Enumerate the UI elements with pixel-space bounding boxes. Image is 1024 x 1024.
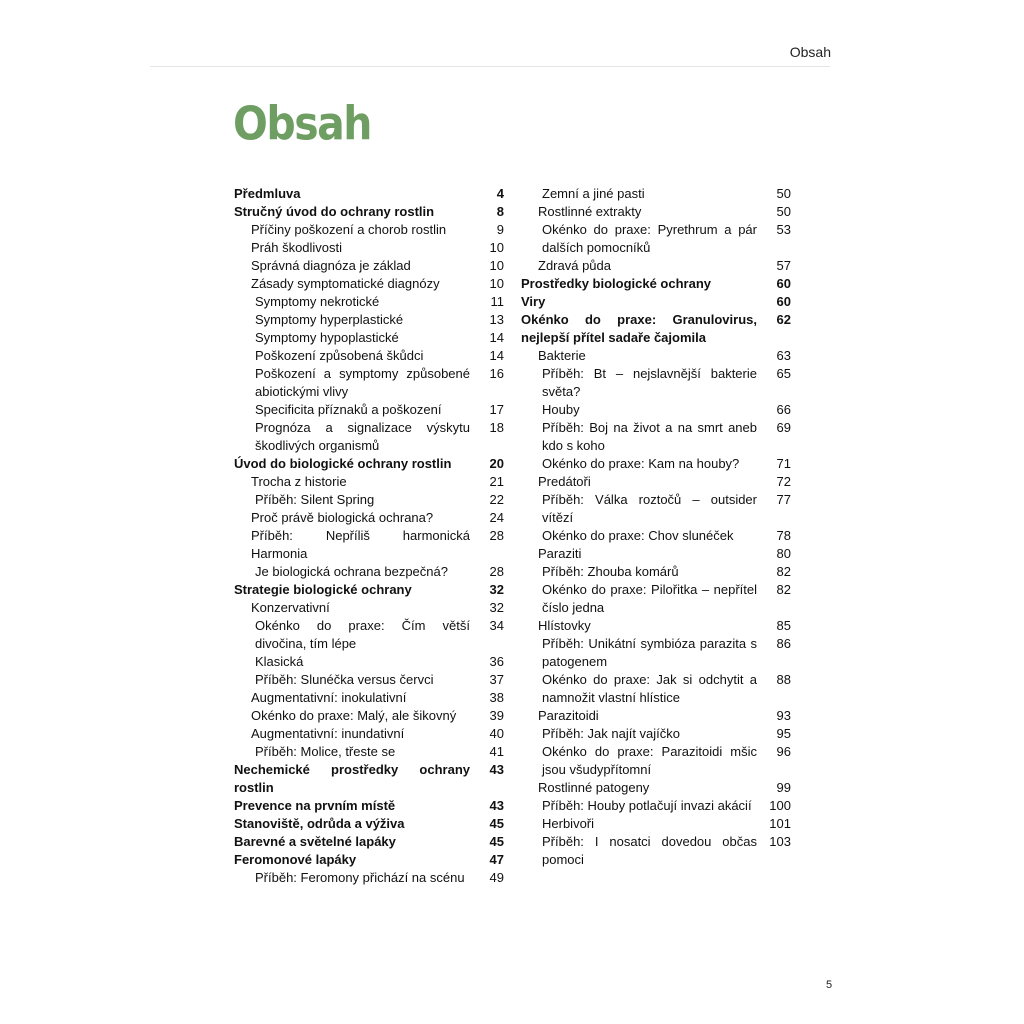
toc-entry-title: Viry <box>521 294 546 309</box>
toc-entry-title: Poškození způsobená škůdci <box>255 348 424 363</box>
toc-entry-page: 22 <box>489 492 504 507</box>
toc-entry-title: Poškození a symptomy způsobené abiotickými vlivy <box>255 366 470 399</box>
toc-entry <box>521 293 791 311</box>
toc-entry-page: 101 <box>769 816 791 831</box>
toc-entry <box>521 347 791 365</box>
toc-entry-title: Houby <box>542 402 580 417</box>
toc-entry-title: Prevence na prvním místě <box>234 798 396 813</box>
toc-entry-page: 21 <box>489 474 504 489</box>
toc-entry-title: Symptomy nekrotické <box>255 294 380 309</box>
toc-entry-title: Trocha z historie <box>251 474 347 489</box>
toc-entry-page: 28 <box>489 564 504 579</box>
toc-entry-title: Specificita příznaků a poškození <box>255 402 442 417</box>
toc-entry-page: 32 <box>489 600 504 615</box>
toc-entry <box>521 581 791 617</box>
toc-entry-page: 71 <box>776 456 791 471</box>
toc-entry-title: Klasická <box>255 654 304 669</box>
toc-entry <box>234 419 504 455</box>
toc-entry <box>521 635 791 671</box>
toc-entry-page: 57 <box>776 258 791 273</box>
toc-entry <box>234 455 504 473</box>
toc-entry-page: 100 <box>769 798 791 813</box>
toc-entry <box>234 347 504 365</box>
toc-entry <box>234 185 504 203</box>
page-title: Obsah <box>233 97 371 151</box>
toc-entry <box>234 851 504 869</box>
toc-entry-page: 66 <box>776 402 791 417</box>
toc-entry <box>234 743 504 761</box>
toc-entry-title: Správná diagnóza je základ <box>251 258 411 273</box>
toc-entry-page: 45 <box>489 834 504 849</box>
toc-entry-page: 93 <box>776 708 791 723</box>
toc-entry-title: Stanoviště, odrůda a výživa <box>234 816 405 831</box>
toc-entry-title: Paraziti <box>538 546 582 561</box>
toc-entry-title: Příčiny poškození a chorob rostlin <box>251 222 447 237</box>
toc-entry <box>521 401 791 419</box>
toc-entry-title: Stručný úvod do ochrany rostlin <box>234 204 435 219</box>
toc-entry-title: Augmentativní: inundativní <box>251 726 405 741</box>
toc-right-column <box>521 185 791 869</box>
toc-entry <box>234 599 504 617</box>
toc-entry <box>234 725 504 743</box>
toc-entry-title: Příběh: Bt – nejslavnější bakterie světa? <box>542 366 757 399</box>
toc-entry-page: 50 <box>776 204 791 219</box>
toc-entry-page: 103 <box>769 834 791 849</box>
toc-entry-title: Zemní a jiné pasti <box>542 186 645 201</box>
toc-entry-page: 63 <box>776 348 791 363</box>
toc-entry-title: Strategie biologické ochrany <box>234 582 412 597</box>
toc-entry-title: Okénko do praxe: Kam na houby? <box>542 456 740 471</box>
toc-entry-page: 62 <box>776 312 791 327</box>
toc-entry-title: Okénko do praxe: Parazitoidi mšic jsou všudypřítomní <box>542 744 757 777</box>
toc-entry-title: Okénko do praxe: Malý, ale šikovný <box>251 708 457 723</box>
toc-entry-page: 82 <box>776 582 791 597</box>
toc-entry-title: Příběh: Feromony přichází na scénu <box>255 870 465 885</box>
toc-entry-title: Příběh: Slunéčka versus červci <box>255 672 434 687</box>
toc-entry-page: 40 <box>489 726 504 741</box>
toc-entry-title: Příběh: I nosatci dovedou občas pomoci <box>542 834 757 867</box>
toc-entry <box>521 779 791 797</box>
toc-entry-page: 14 <box>489 330 504 345</box>
toc-entry-title: Augmentativní: inokulativní <box>251 690 407 705</box>
toc-entry-page: 17 <box>489 402 504 417</box>
toc-entry-title: Příběh: Válka roztočů – outsider vítězí <box>542 492 757 525</box>
toc-entry <box>234 311 504 329</box>
toc-entry-page: 43 <box>489 762 504 777</box>
toc-entry-page: 24 <box>489 510 504 525</box>
toc-entry <box>234 653 504 671</box>
toc-entry-page: 9 <box>496 222 504 237</box>
toc-entry-title: Okénko do praxe: Pyrethrum a pár dalších pomocníků <box>542 222 757 255</box>
toc-entry-page: 65 <box>776 366 791 381</box>
toc-entry-page: 60 <box>776 276 791 291</box>
toc-entry-page: 41 <box>489 744 504 759</box>
toc-entry <box>521 419 791 455</box>
toc-entry <box>521 833 791 869</box>
toc-entry <box>521 707 791 725</box>
toc-entry <box>234 365 504 401</box>
toc-entry-page: 53 <box>776 222 791 237</box>
toc-entry-page: 80 <box>776 546 791 561</box>
toc-entry-page: 4 <box>496 186 504 201</box>
toc-entry-page: 36 <box>489 654 504 669</box>
toc-entry <box>234 401 504 419</box>
toc-entry <box>234 203 504 221</box>
toc-entry-title: Predátoři <box>538 474 591 489</box>
toc-entry-page: 47 <box>489 852 504 867</box>
toc-entry-title: Hlístovky <box>538 618 591 633</box>
toc-entry-page: 95 <box>776 726 791 741</box>
toc-entry-page: 77 <box>776 492 791 507</box>
toc-entry-title: Příběh: Unikátní symbióza parazita s patogenem <box>542 636 757 669</box>
toc-entry-page: 11 <box>490 294 504 309</box>
toc-entry <box>521 185 791 203</box>
toc-entry-title: Okénko do praxe: Čím větší divočina, tím lépe <box>255 618 470 651</box>
toc-entry <box>234 221 504 239</box>
toc-entry <box>521 275 791 293</box>
toc-entry-title: Příběh: Zhouba komárů <box>542 564 679 579</box>
toc-entry <box>234 509 504 527</box>
toc-entry <box>234 491 504 509</box>
toc-entry-title: Feromonové lapáky <box>234 852 357 867</box>
toc-entry-title: Je biologická ochrana bezpečná? <box>255 564 448 579</box>
toc-entry-page: 49 <box>489 870 504 885</box>
toc-entry <box>234 617 504 653</box>
toc-entry <box>234 707 504 725</box>
toc-entry-title: Okénko do praxe: Chov slunéček <box>542 528 734 543</box>
toc-entry-page: 96 <box>776 744 791 759</box>
toc-entry-page: 78 <box>776 528 791 543</box>
toc-entry-page: 10 <box>489 240 504 255</box>
toc-entry <box>234 671 504 689</box>
toc-entry <box>521 797 791 815</box>
toc-entry-title: Barevné a světelné lapáky <box>234 834 396 849</box>
toc-entry-page: 39 <box>489 708 504 723</box>
toc-entry <box>521 545 791 563</box>
toc-entry <box>521 311 791 347</box>
toc-entry <box>521 257 791 275</box>
toc-entry-title: Úvod do biologické ochrany rostlin <box>234 456 452 471</box>
toc-entry-page: 45 <box>489 816 504 831</box>
toc-entry-page: 32 <box>489 582 504 597</box>
toc-entry <box>521 491 791 527</box>
toc-entry-page: 82 <box>776 564 791 579</box>
toc-entry <box>234 239 504 257</box>
toc-entry <box>521 617 791 635</box>
toc-entry-title: Herbivoři <box>542 816 595 831</box>
toc-entry <box>521 473 791 491</box>
toc-entry <box>234 869 504 887</box>
toc-entry <box>234 275 504 293</box>
toc-entry-title: Konzervativní <box>251 600 330 615</box>
toc-entry-title: Nechemické prostředky ochrany rostlin <box>234 762 470 795</box>
toc-entry <box>234 689 504 707</box>
toc-entry-page: 34 <box>489 618 504 633</box>
toc-entry <box>521 671 791 707</box>
toc-entry-page: 10 <box>489 276 504 291</box>
toc-entry <box>521 221 791 257</box>
toc-entry <box>521 743 791 779</box>
toc-entry-page: 88 <box>776 672 791 687</box>
toc-entry-title: Předmluva <box>234 186 301 201</box>
toc-entry-page: 37 <box>489 672 504 687</box>
toc-entry-page: 14 <box>489 348 504 363</box>
toc-entry-page: 43 <box>489 798 504 813</box>
toc-entry-title: Parazitoidi <box>538 708 599 723</box>
toc-entry <box>521 725 791 743</box>
toc-entry <box>234 329 504 347</box>
toc-entry <box>234 257 504 275</box>
toc-entry-page: 99 <box>776 780 791 795</box>
toc-entry-page: 20 <box>489 456 504 471</box>
toc-entry-title: Okénko do praxe: Granulovirus, nejlepší přítel sadaře čajomila <box>521 312 757 345</box>
toc-entry-title: Rostlinné patogeny <box>538 780 650 795</box>
toc-entry <box>234 473 504 491</box>
toc-entry <box>521 203 791 221</box>
toc-entry <box>521 455 791 473</box>
toc-left-column <box>234 185 504 887</box>
toc-entry <box>234 833 504 851</box>
toc-entry-page: 16 <box>489 366 504 381</box>
page-number: 5 <box>826 979 833 991</box>
toc-entry-title: Prostředky biologické ochrany <box>521 276 712 291</box>
toc-entry-page: 60 <box>776 294 791 309</box>
toc-entry-title: Proč právě biologická ochrana? <box>251 510 434 525</box>
toc-entry-page: 28 <box>489 528 504 543</box>
toc-entry-page: 86 <box>776 636 791 651</box>
toc-entry-title: Příběh: Jak najít vajíčko <box>542 726 681 741</box>
toc-entry <box>234 797 504 815</box>
toc-entry-title: Bakterie <box>538 348 586 363</box>
toc-entry <box>234 527 504 563</box>
toc-entry-title: Příběh: Houby potlačují invazi akácií <box>542 798 752 813</box>
toc-entry <box>521 527 791 545</box>
toc-entry-page: 13 <box>489 312 504 327</box>
toc-entry <box>234 761 504 797</box>
toc-entry-page: 69 <box>776 420 791 435</box>
header-rule <box>150 66 830 67</box>
toc-entry <box>234 563 504 581</box>
toc-entry-title: Příběh: Boj na život a na smrt aneb kdo s koho <box>542 420 757 453</box>
toc-entry-page: 72 <box>776 474 791 489</box>
toc-entry <box>521 563 791 581</box>
toc-entry-title: Rostlinné extrakty <box>538 204 642 219</box>
running-head: Obsah <box>789 44 831 60</box>
toc-entry <box>521 365 791 401</box>
toc-entry-title: Okénko do praxe: Jak si odchytit a namnožit vlastní hlístice <box>542 672 757 705</box>
toc-entry-page: 8 <box>496 204 504 219</box>
toc-entry-title: Okénko do praxe: Pilořitka – nepřítel číslo jedna <box>542 582 757 615</box>
toc-entry-title: Příběh: Nepříliš harmonická Harmonia <box>251 528 470 561</box>
toc-entry-title: Příběh: Silent Spring <box>255 492 375 507</box>
toc-entry-page: 38 <box>489 690 504 705</box>
toc-entry-title: Zdravá půda <box>538 258 611 273</box>
toc-entry-title: Příběh: Molice, třeste se <box>255 744 396 759</box>
toc-entry <box>234 815 504 833</box>
toc-entry-title: Prognóza a signalizace výskytu škodlivých organismů <box>255 420 470 453</box>
toc-entry <box>521 815 791 833</box>
toc-entry <box>234 293 504 311</box>
toc-entry-page: 18 <box>489 420 504 435</box>
toc-entry-title: Symptomy hypoplastické <box>255 330 399 345</box>
toc-entry-title: Symptomy hyperplastické <box>255 312 404 327</box>
toc-entry-title: Práh škodlivosti <box>251 240 343 255</box>
toc-entry-title: Zásady symptomatické diagnózy <box>251 276 440 291</box>
toc-entry-page: 50 <box>776 186 791 201</box>
toc-entry-page: 85 <box>776 618 791 633</box>
toc-entry-page: 10 <box>489 258 504 273</box>
toc-entry <box>234 581 504 599</box>
